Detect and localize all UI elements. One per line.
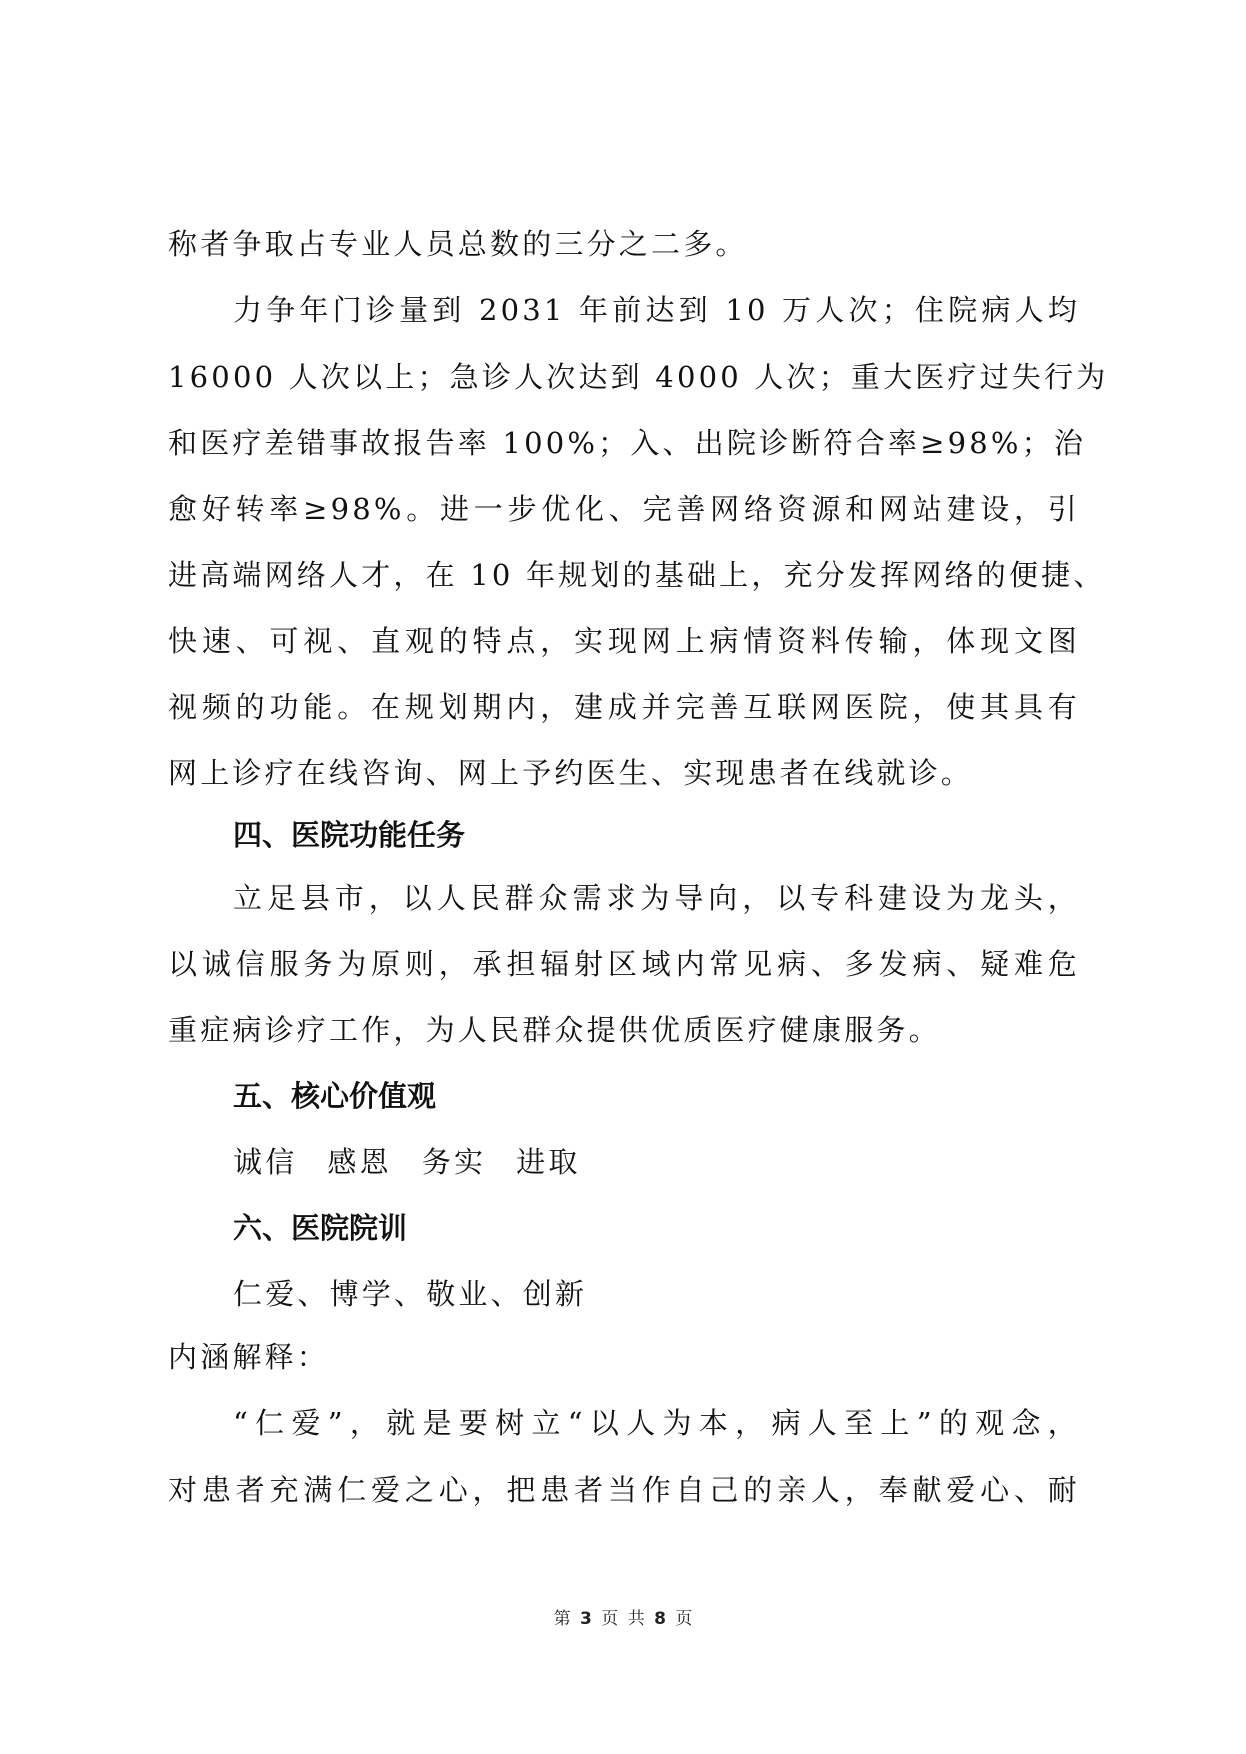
core-value: 进取	[516, 1145, 581, 1179]
section-heading-functions: 四、医院功能任务	[233, 818, 466, 852]
core-values-list	[233, 1129, 1080, 1195]
paragraph-line: 立足县市，以人民群众需求为导向，以专科建设为龙头，	[233, 881, 1080, 915]
footer-prefix: 第	[553, 1609, 571, 1629]
footer-middle: 页 共	[601, 1609, 645, 1629]
paragraph-line: 重症病诊疗工作，为人民群众提供优质医疗健康服务。	[168, 1013, 941, 1047]
paragraph-line: 和医疗差错事故报告率 100%；入、出院诊断符合率≥98%；治	[168, 426, 1087, 460]
core-value: 感恩	[327, 1145, 392, 1179]
hospital-motto: 仁爱、博学、敬业、创新	[233, 1277, 588, 1311]
paragraph-line: 以诚信服务为原则，承担辐射区域内常见病、多发病、疑难危	[168, 947, 1080, 981]
paragraph-line: 16000 人次以上；急诊人次达到 4000 人次；重大医疗过失行为	[168, 360, 1109, 394]
core-value: 诚信	[233, 1145, 298, 1179]
paragraph-line: 力争年门诊量到 2031 年前达到 10 万人次；住院病人均	[233, 293, 1080, 327]
paragraph-line: 进高端网络人才，在 10 年规划的基础上，充分发挥网络的便捷、	[168, 558, 1106, 592]
section-heading-motto: 六、医院院训	[233, 1211, 408, 1245]
core-value: 务实	[421, 1145, 487, 1179]
page-footer	[0, 1604, 1246, 1629]
paragraph-line: 称者争取占专业人员总数的三分之二多。	[168, 227, 748, 261]
explanation-label: 内涵解释：	[168, 1340, 330, 1374]
current-page-number: 3	[580, 1609, 592, 1629]
footer-suffix: 页	[675, 1609, 693, 1629]
paragraph-line: 对患者充满仁爱之心，把患者当作自己的亲人，奉献爱心、耐	[168, 1473, 1080, 1507]
total-page-count: 8	[654, 1609, 666, 1629]
paragraph-line: 愈好转率≥98%。进一步优化、完善网络资源和网站建设，引	[168, 492, 1080, 526]
paragraph-line: “仁爱”，就是要树立“以人为本，病人至上”的观念，	[233, 1406, 1080, 1440]
paragraph-line: 视频的功能。在规划期内，建成并完善互联网医院，使其具有	[168, 690, 1080, 724]
paragraph-line: 网上诊疗在线咨询、网上予约医生、实现患者在线就诊。	[168, 756, 974, 790]
paragraph-line: 快速、可视、直观的特点，实现网上病情资料传输，体现文图	[168, 624, 1080, 658]
section-heading-core-values: 五、核心价值观	[233, 1079, 437, 1113]
